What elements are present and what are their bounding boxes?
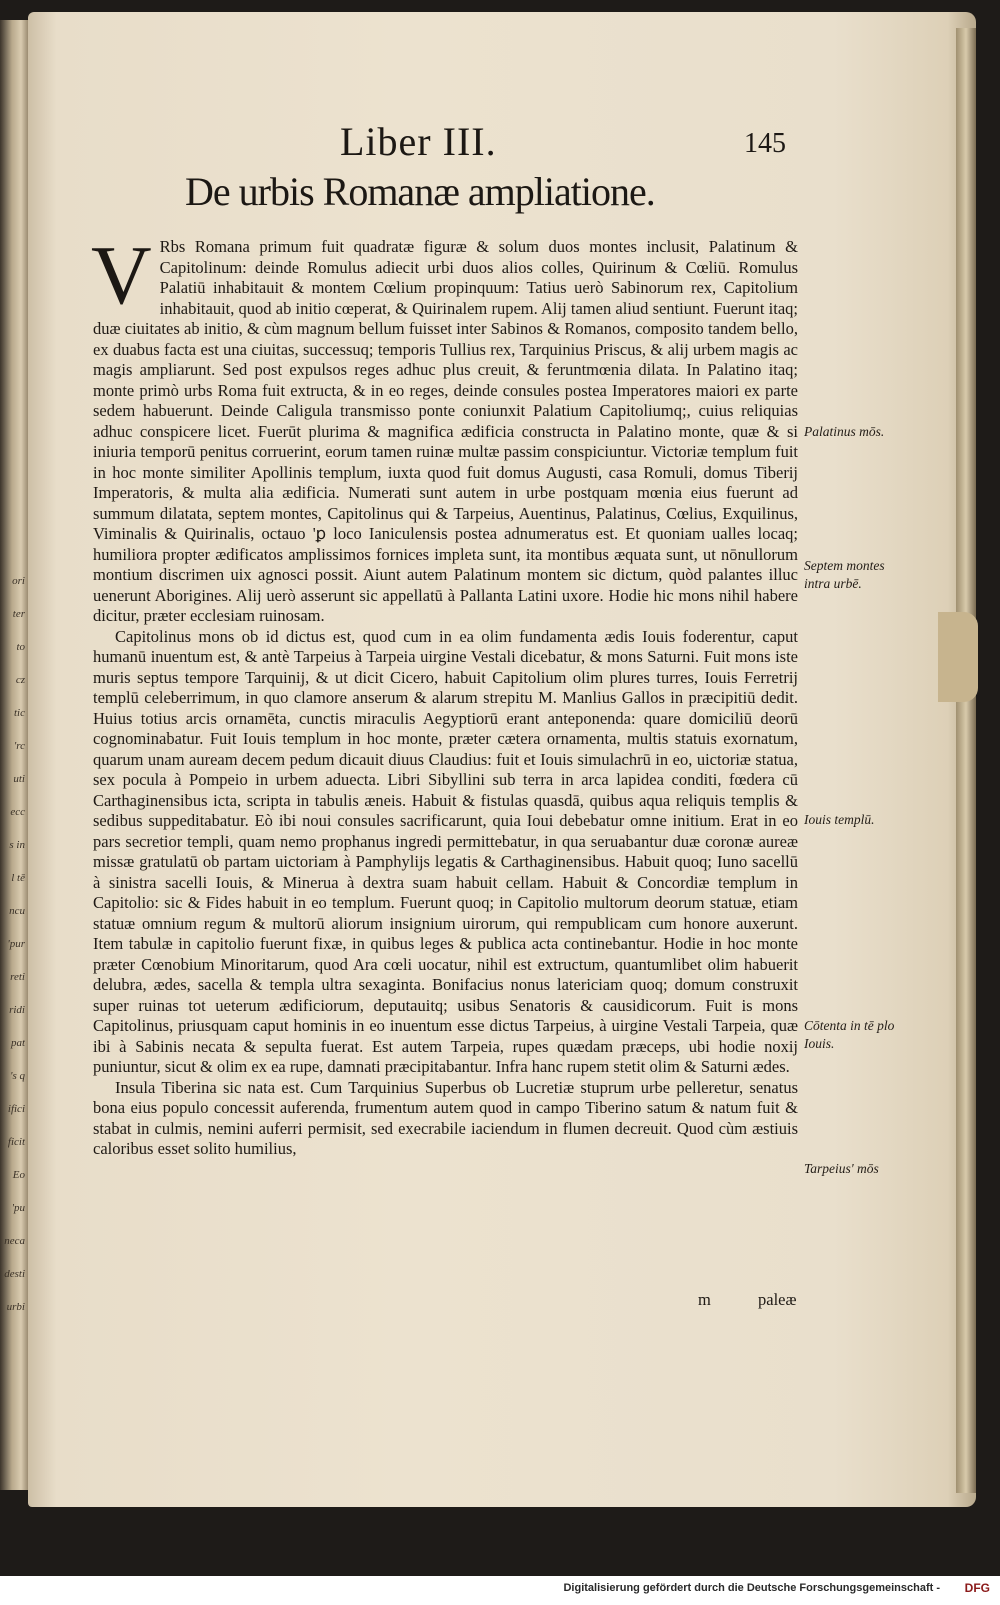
left-page-fragment: ridi (9, 1004, 25, 1016)
left-page-fragment: urbi (6, 1301, 25, 1313)
left-page-fragment: ficit (7, 1136, 25, 1148)
dfg-logo: DFG (964, 1581, 990, 1595)
left-page-fragment: to (16, 641, 25, 653)
left-page-fragment: pat (10, 1037, 25, 1049)
catchword: paleæ (758, 1290, 797, 1309)
paragraph-3: Insula Tiberina sic nata est. Cum Tarquinius Superbus ob Lucretiæ stuprum urbe pelleretur, senatus bona eius populo concessit auferenda, frumentum autem quod in campo Tiberino satum & natum fuit & stabat in culmis, nemini auferri permisit, sed execrabile iaciendum in flumen decreuit. Quod cùm æstiuis caloribus esset solito humilius, (93, 1077, 798, 1158)
page-tab (938, 612, 978, 702)
margin-note-septem-montes: Septem montes intra urbē. (804, 558, 885, 591)
left-page-fragment: ecc (10, 806, 25, 818)
margin-note-palatinus: Palatinus mōs. (804, 424, 885, 439)
left-page-fragment: Eo (12, 1169, 25, 1181)
page-fore-edge (956, 28, 976, 1493)
drop-capital: V (91, 229, 152, 322)
left-page-fragment: ifici (7, 1103, 25, 1115)
paragraph-2: Capitolinus mons ob id dictus est, quod cum in ea olim fundamenta ædis Iouis foderentur, caput humanū inuentum est, & antè Tarpeius à Tarpeia uirgine Vestali dicebatur, & mons Saturni. Fuit mons iste muris septus tempore Tarquinij, & ut dicit Cicero, habuit Capitolium olim plures turres, Iouis Ferretrij templū celeberrimum, in quo clamore anserum & alarum strepitu M. Manlius Gallos in præcipitiū dedit. Huius totius arcis ornamēta, cunctis miraculis Aegyptiorū erant anteponenda: quare domiciliū deorū cognominabatur. Fuit Iouis templum in hoc monte, præter cætera ornamenta, multis statuis exornatum, quarum unam auream decem pedum dicauit diuus Claudius: fuit et Iouis simulachrū in eo, uictoriæ statua, sex pocula à Pompeio in urbem aduecta. Libri Sibyllini sub terra in arca lapidea conditi, fœdera cū Carthaginensibus icta, scripta in tabulis æneis. Habuit & fistulas quasdā, quibus aqua reliquis templis & sedibus suppeditabatur. Eò ibi noui consules sacrificarunt, quia Ioui debebatur omne initium. Erat in eo pars secretior templi, quam nemo prophanus ingredi permittebatur, in qua seruabantur duæ coronæ aureæ missæ gratulatū ob partam uictoriam à Pamphylijs legatis & Carthaginensibus. Habuit quoq; Iuno sacellū à sinistra sacelli Iouis, & Minerua à dextra suam habuit cellam. Habuit & Concordiæ templum in Capitolio: sic & Fides habuit in eo templum. Fuerunt quoq; in Capitolio multorum deorum statuæ, etiam statuæ omnium regum & multorū aliorum insignium uirorum, qui rempublicam cum honore auxerunt. Item tabulæ in capitolio fuerunt fixæ, in quibus leges & publica acta continebantur. Hodie in hoc monte præter Cœnobium Minoritarum, quod Ara cœli uocatur, nihil est extructum, quantumlibet olim habuerit delubra, ædes, sacella & templa ultra sexaginta. Bonifacius nonus latericiam quoq; domum construxit super ruinas tot ueterum ædificiorum, deputauitq; usibus Senatoris & causidicorum. Fuit is mons Capitolinus, priusquam caput hominis in eo inuentum esse dictus Tarpeius, à uirgine Vestali Tarpeia, quæ ibi à Sabinis necata & sepulta fuerat. Est autem Tarpeia, rupes quædam præceps, ubi hodie noxij puniuntur, sicut & olim ex ea rupe, damnati præcipitabantur. Infra hanc rupem stetit olim & Saturni ædes. (93, 626, 798, 1076)
margin-note-contenta: Cōtenta in tē plo Iouis. (804, 1018, 895, 1051)
left-page-fragment: uti (13, 773, 25, 785)
main-text-block (91, 229, 798, 1160)
left-page-fragment: 's q (10, 1070, 25, 1082)
left-page-fragment: 'pur (7, 938, 25, 950)
left-page-fragment: ori (12, 575, 25, 587)
chapter-title: De urbis Romanæ ampliatione. (185, 169, 655, 214)
left-page-fragment: reti (10, 971, 25, 983)
left-page-fragment: 'pu (11, 1202, 25, 1214)
paragraph-1 (91, 229, 798, 627)
paragraph-1-text: Rbs Romana primum fuit quadratæ figuræ & solum duos montes inclusit, Palatinum & Capitolinum: deinde Romulus adiecit urbi duos alios colles, Quirinum & Cœliū. Romulus Palatiū inhabitauit & montem Cœlium propinquum: Tatius uerò Sabinorum rex, Capitolium inhabitauit, quod ab initio cœperat, & Quirinalem rupem. Alij tamen aliud sentiunt. Fuerunt itaq; duæ ciuitates ab initio, & cùm magnum bellum fuisset inter Sabinos & Romanos, composito tandem bello, ex duabus facta est una ciuitas, successuq; temporis Tullius rex, Tarquinius Priscus, & alij urbem magis ac magis ampliarunt. Sed post expulsos reges adhuc plus creuit, & feruntmœnia dilata. In Palatino itaq; monte primò urbs Roma fuit extructa, & in eo reges, deinde consules postea Imperatores maiori ex parte sedem habuerunt. Deinde Caligula transmisso ponte coniunxit Palatium Capitoliumq;, cuius reliquias adhuc conspicere licet. Fuerūt plurima & magnifica ædificia constructa in Palatino monte, quæ & si iniuria temporū penitus corruerint, eorum tamen ruinæ multæ passim conspiciuntur. Victoriæ templum fuit in hoc monte similiter Apollinis templum, iuxta quod fuit domus Augusti, casa Romuli, domus Tiberij Imperatoris, & multa alia ædificia. Numerati sunt autem in urbe postquam mœnia eius fuerunt ad summum dilatata, septem montes, Capitolinus qui & Tarpeius, Auentinus, Palatinus, Cœlius, Exquilinus, Viminalis & Quirinalis, octauo 'ꝑ loco Ianiculensis postea adnumeratus est. Et quoniam ualles locaq; humiliora propter ædificatos amplissimos fornices impleta sunt, ita montibus æquata sunt, ut nōnullorum montium discrimen uix agnosci possit. Aiunt autem Palatinum montem sic dictum, quòd palantes illuc uenerunt Aborigines. Alij uerò asserunt sic appellatū à Pallanta Latini uxore. Hodie hic mons nihil habere dicitur, præter ecclesiam ruinosam. (93, 237, 798, 625)
left-page-fragment: 'rc (13, 740, 25, 752)
left-page-fragment: cz (15, 674, 25, 686)
funding-notice: Digitalisierung gefördert durch die Deutsche Forschungsgemeinschaft - (563, 1582, 940, 1594)
left-page-fragment: ncu (9, 905, 25, 917)
left-page-fragment: tic (14, 707, 25, 719)
margin-note-tarpeius: Tarpeius' mōs (804, 1161, 879, 1176)
left-page-fragment: ter (12, 608, 25, 620)
left-page-fragment: s in (9, 839, 25, 851)
signature-mark: m (698, 1290, 711, 1309)
folio-number: 145 (744, 128, 786, 159)
left-page-fragment: neca (4, 1235, 25, 1247)
left-page-fragment: l tē (11, 872, 25, 884)
running-title: Liber III. (340, 119, 497, 164)
margin-note-iouis-templum: Iouis templū. (804, 812, 875, 827)
left-page-fragment: desti (4, 1268, 25, 1280)
